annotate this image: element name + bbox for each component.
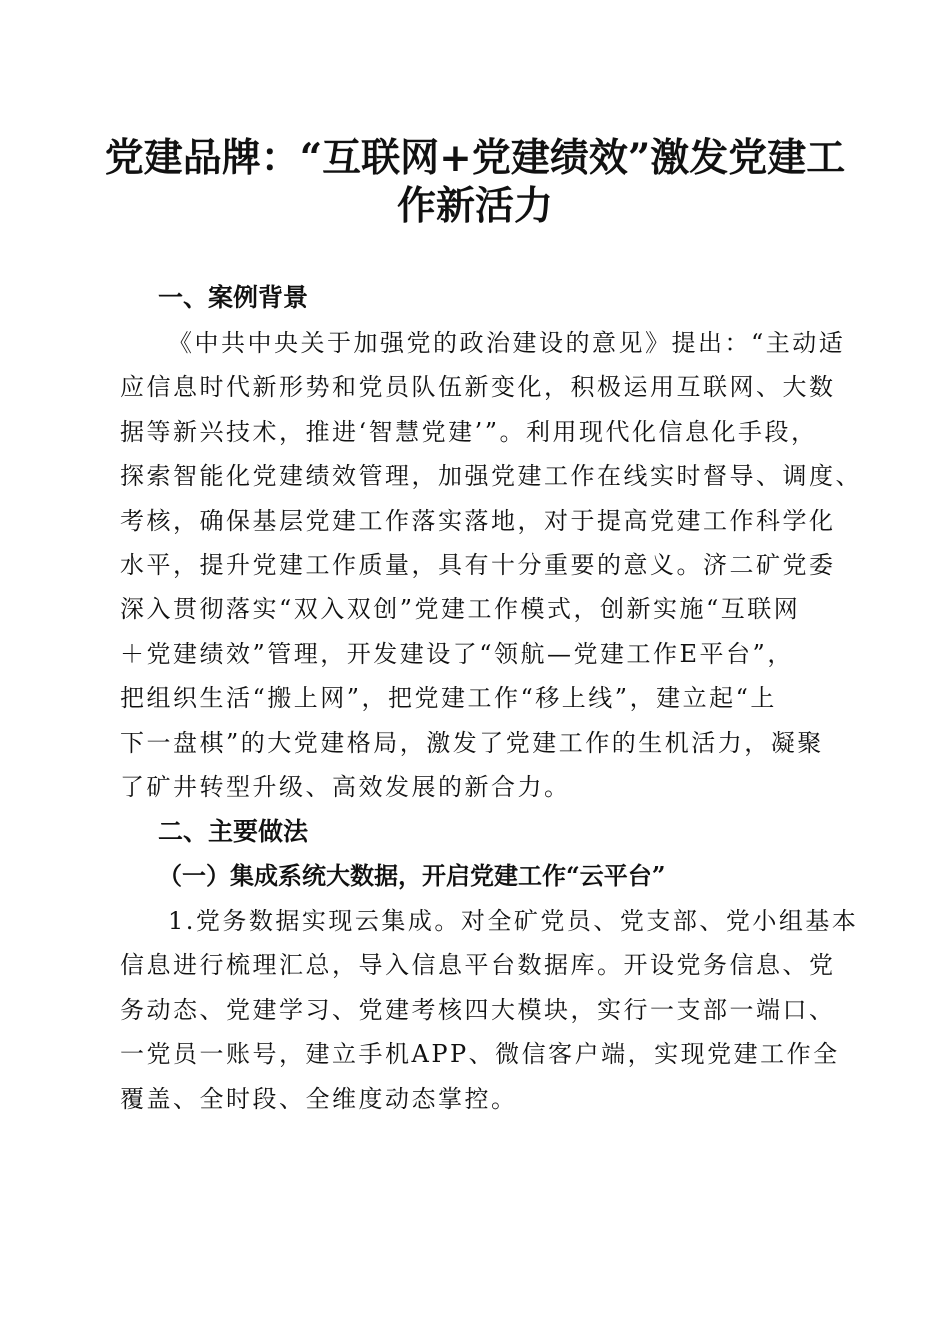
- section-heading-background: 一、案例背景: [158, 283, 309, 312]
- section-heading-main-practices: 二、主要做法: [158, 817, 309, 846]
- paragraph-line: 深入贯彻落实“双入双创”党建工作模式，创新实施“互联网: [120, 595, 801, 623]
- paragraph-line: 应信息时代新形势和党员队伍新变化，积极运用互联网、大数: [120, 373, 836, 401]
- paragraph-line: 务动态、党建学习、党建考核四大模块，实行一支部一端口、: [120, 996, 836, 1024]
- document-title-line-2: 作新活力: [396, 183, 553, 229]
- paragraph-line: 1.党务数据实现云集成。对全矿党员、党支部、党小组基本: [168, 907, 859, 935]
- subsection-heading: （一）集成系统大数据，开启党建工作“云平台”: [158, 861, 666, 890]
- paragraph-line: 考核，确保基层党建工作落实落地，对于提高党建工作科学化: [120, 507, 836, 535]
- paragraph-line: 覆盖、全时段、全维度动态掌控。: [120, 1085, 518, 1113]
- paragraph-line: 水平，提升党建工作质量，具有十分重要的意义。济二矿党委: [120, 551, 836, 579]
- paragraph-line: 《中共中央关于加强党的政治建设的意见》提出：“主动适: [168, 329, 846, 357]
- paragraph-line: 探索智能化党建绩效管理，加强党建工作在线实时督导、调度、: [120, 462, 862, 490]
- paragraph-line: ＋党建绩效”管理，开发建设了“领航—党建工作E平台”，: [120, 640, 794, 668]
- paragraph-line: 下一盘棋”的大党建格局，激发了党建工作的生机活力，凝聚: [120, 729, 824, 757]
- paragraph-line: 了矿井转型升级、高效发展的新合力。: [120, 773, 571, 801]
- paragraph-line: 信息进行梳理汇总，导入信息平台数据库。开设党务信息、党: [120, 951, 836, 979]
- paragraph-line: 据等新兴技术，推进‘智慧党建’”。利用现代化信息化手段，: [120, 418, 818, 446]
- paragraph-line: 一党员一账号，建立手机APP、微信客户端，实现党建工作全: [120, 1040, 840, 1068]
- paragraph-line: 把组织生活“搬上网”，把党建工作“移上线”，建立起“上: [120, 684, 777, 712]
- document-title-line-1: 党建品牌：“互联网+党建绩效”激发党建工: [104, 135, 846, 181]
